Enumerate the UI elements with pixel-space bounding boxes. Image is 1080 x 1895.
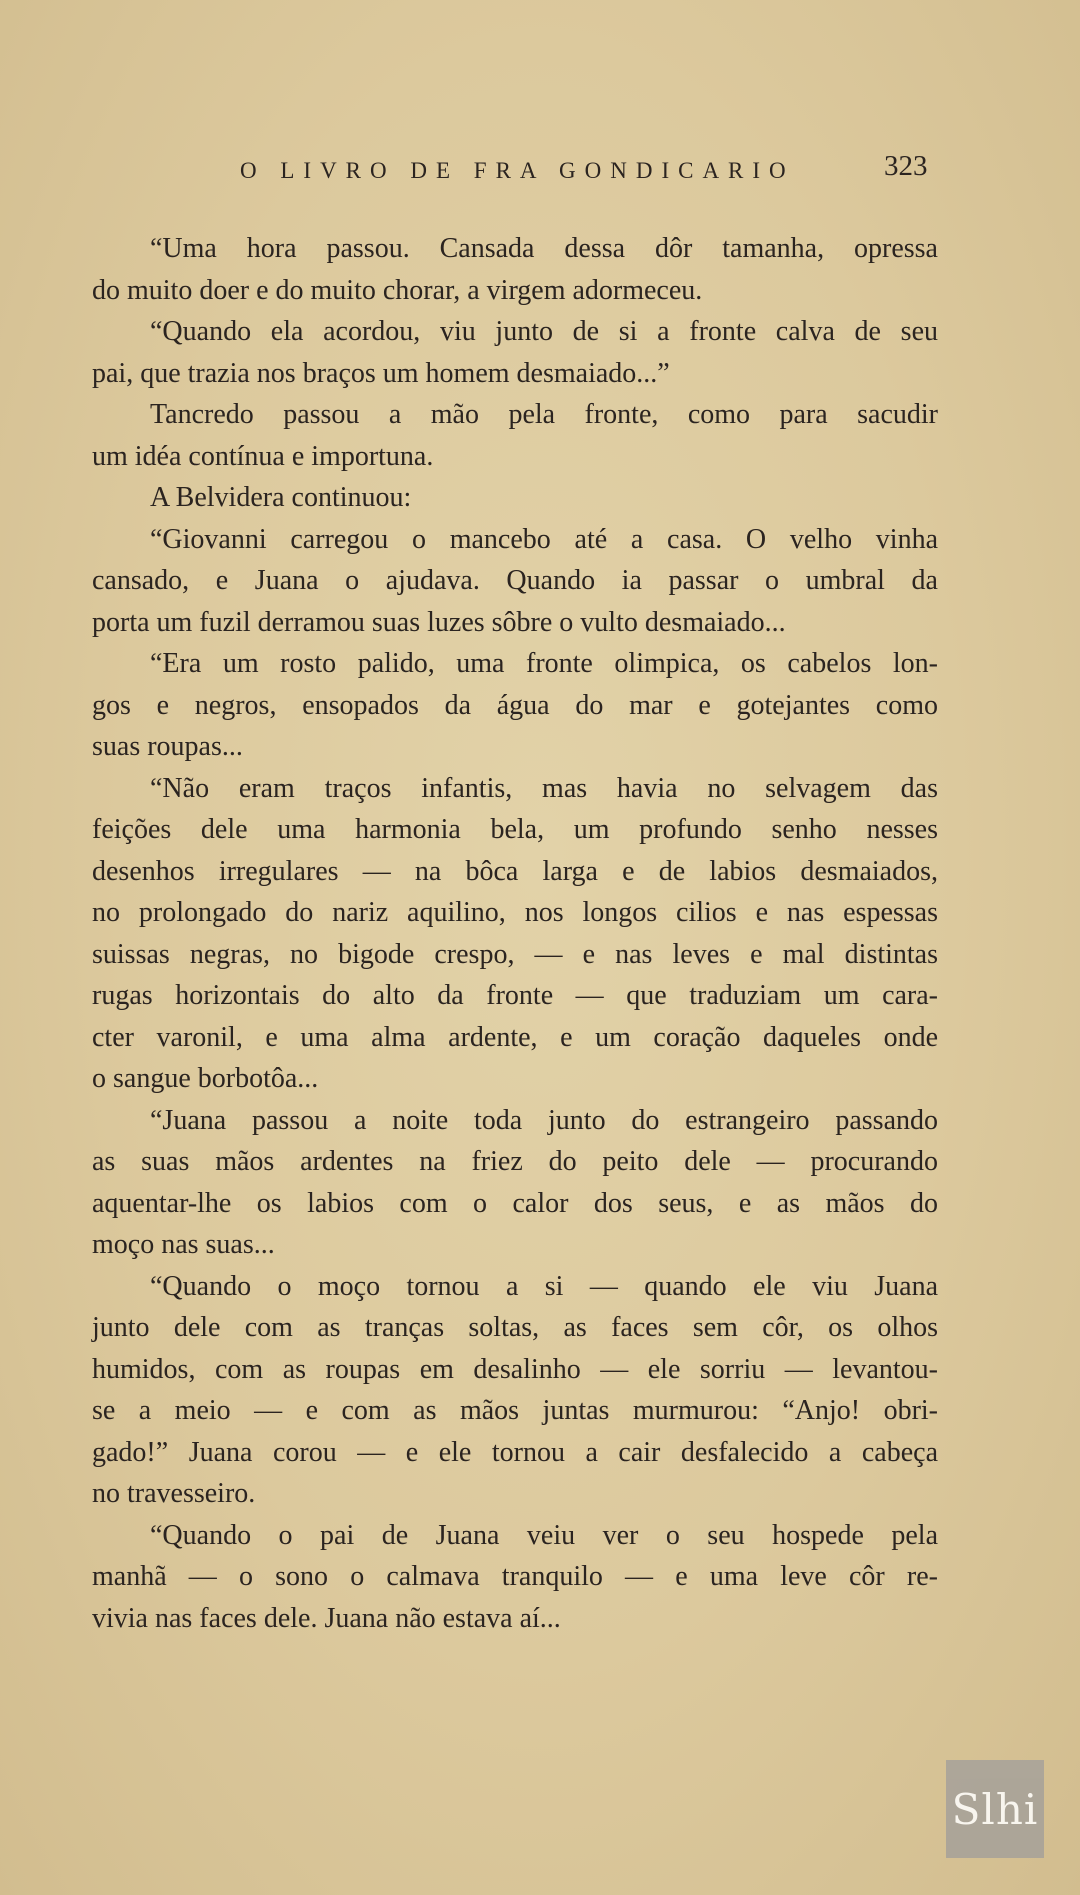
page-number: 323 — [884, 150, 928, 182]
text-line: Tancredo passou a mão pela fronte, como para sacudir — [150, 399, 938, 430]
running-title: O LIVRO DE FRA GONDICARIO — [240, 158, 795, 183]
body-text — [92, 228, 938, 1639]
text-line: “Era um rosto palido, uma fronte olimpica, os cabelos lon- — [150, 648, 938, 679]
text-line: “Quando o pai de Juana veiu ver o seu hospede pela — [150, 1519, 938, 1551]
text-line: feições dele uma harmonia bela, um profundo senho nesses — [92, 814, 938, 845]
text-line: se a meio — e com as mãos juntas murmurou: “Anjo! obri- — [92, 1395, 938, 1426]
text-line: pai, que trazia nos braços um homem desmaiado...” — [92, 357, 670, 389]
text-line: gos e negros, ensopados da água do mar e gotejantes como — [92, 689, 938, 721]
text-line: “Giovanni carregou o mancebo até a casa. O velho vinha — [150, 523, 938, 555]
text-line: A Belvidera continuou: — [150, 482, 412, 513]
text-line: vivia nas faces dele. Juana não estava aí... — [92, 1602, 561, 1634]
text-line: “Juana passou a noite toda junto do estrangeiro passando — [150, 1104, 938, 1136]
text-line: cansado, e Juana o ajudava. Quando ia passar o umbral da — [92, 565, 938, 596]
text-line: rugas horizontais do alto da fronte — que traduziam um cara- — [92, 980, 938, 1011]
text-line: um idéa contínua e importuna. — [92, 440, 434, 472]
text-line: suas roupas... — [92, 731, 243, 762]
text-line: “Quando o moço tornou a si — quando ele viu Juana — [150, 1270, 938, 1302]
text-line: as suas mãos ardentes na friez do peito dele — procurando — [92, 1146, 938, 1177]
text-line: porta um fuzil derramou suas luzes sôbre o vulto desmaiado... — [92, 606, 786, 638]
text-line: “Quando ela acordou, viu junto de si a fronte calva de seu — [150, 316, 938, 347]
text-line: aquentar-lhe os labios com o calor dos seus, e as mãos do — [92, 1187, 938, 1219]
text-line: junto dele com as tranças soltas, as faces sem côr, os olhos — [92, 1312, 938, 1343]
text-line: moço nas suas... — [92, 1229, 275, 1260]
text-line: do muito doer e do muito chorar, a virgem adormeceu. — [92, 274, 703, 306]
text-line: suissas negras, no bigode crespo, — e nas leves e mal distintas — [92, 938, 938, 970]
text-line: “Não eram traços infantis, mas havia no selvagem das — [150, 772, 938, 804]
text-line: no prolongado do nariz aquilino, nos longos cilios e nas espessas — [92, 897, 938, 928]
text-line: “Uma hora passou. Cansada dessa dôr tamanha, opressa — [150, 233, 938, 264]
text-line: desenhos irregulares — na bôca larga e de labios desmaiados, — [92, 855, 938, 887]
text-line: no travesseiro. — [92, 1478, 256, 1509]
library-watermark-logo: Slhi — [946, 1760, 1044, 1858]
text-line: manhã — o sono o calmava tranquilo — e uma leve côr re- — [92, 1561, 938, 1592]
text-line: humidos, com as roupas em desalinho — ele sorriu — levantou- — [92, 1353, 938, 1385]
text-line: cter varonil, e uma alma ardente, e um coração daqueles onde — [92, 1021, 938, 1053]
text-line: gado!” Juana corou — e ele tornou a cair desfalecido a cabeça — [92, 1436, 938, 1468]
text-line: o sangue borbotôa... — [92, 1063, 319, 1094]
